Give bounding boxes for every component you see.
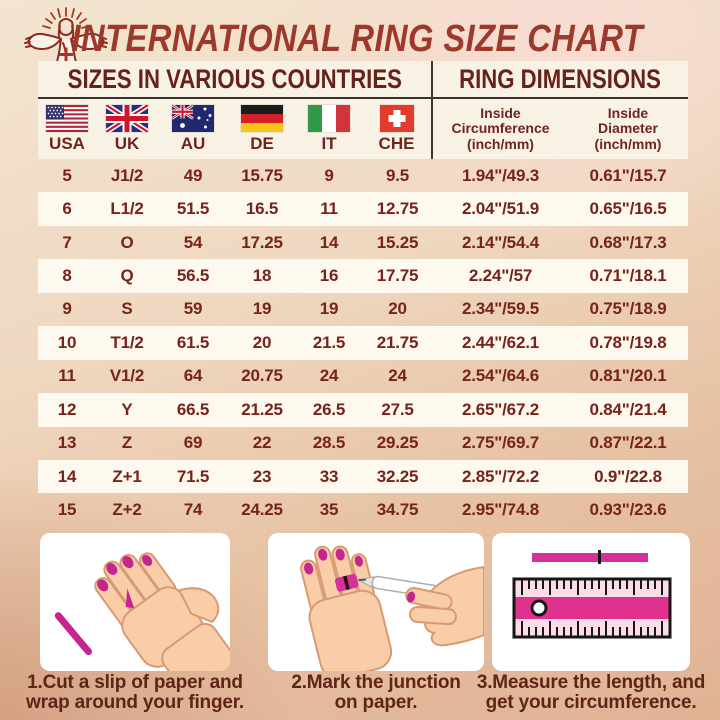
ruler-measuring-illustration	[492, 533, 690, 671]
step-3-caption	[474, 673, 708, 713]
cell-uk: T1/2	[110, 332, 144, 352]
cell-uk: V1/2	[109, 366, 145, 386]
header-line: Inside	[607, 104, 649, 121]
cell-che: 12.75	[376, 199, 419, 219]
cell-au: 74	[183, 500, 203, 520]
country-code-label: IT	[321, 134, 337, 153]
cell-it: 24	[319, 366, 339, 386]
cell-circumference: 2.95"/74.8	[462, 500, 539, 520]
cell-au: 69	[183, 433, 203, 453]
cell-uk: Z+1	[112, 466, 142, 486]
cell-au: 56.5	[176, 266, 210, 286]
header-line: Inside	[480, 104, 521, 121]
cell-che: 17.75	[376, 266, 419, 286]
cell-diameter: 0.65"/16.5	[589, 199, 667, 219]
cell-de: 22	[252, 433, 272, 453]
cell-circumference: 2.54"/64.6	[462, 366, 539, 386]
cell-it: 35	[319, 500, 339, 520]
cell-de: 18	[252, 266, 272, 286]
cell-it: 11	[320, 199, 338, 219]
cell-circumference: 2.85"/72.2	[462, 466, 539, 486]
step-1-caption	[20, 673, 250, 713]
header-line: (inch/mm)	[467, 135, 534, 152]
cell-diameter: 0.75"/18.9	[589, 299, 667, 319]
step-2-caption	[256, 673, 496, 713]
cell-it: 21.5	[312, 332, 346, 352]
cell-diameter: 0.61"/15.7	[589, 165, 667, 185]
switzerland-flag-icon	[380, 105, 414, 132]
country-code-label: DE	[250, 134, 274, 153]
cell-che: 24	[388, 366, 407, 386]
table-row	[38, 159, 688, 192]
column-header-band	[38, 99, 688, 159]
cell-de: 24.25	[241, 500, 283, 520]
cell-au: 54	[183, 232, 203, 252]
cell-circumference: 2.65"/67.2	[462, 399, 539, 419]
country-code-label: USA	[49, 134, 85, 153]
cell-it: 14	[319, 232, 339, 252]
country-code-label: UK	[114, 134, 140, 153]
cell-circumference: 2.24"/57	[468, 266, 533, 286]
column-header-de	[228, 99, 296, 159]
country-code-label: AU	[180, 134, 206, 153]
cell-circumference: 2.75"/69.7	[462, 433, 539, 453]
cell-au: 59	[183, 299, 203, 319]
cell-che: 15.25	[376, 232, 419, 252]
cell-uk: O	[120, 232, 134, 252]
cell-diameter: 0.87"/22.1	[589, 433, 667, 453]
cell-circumference: 2.44"/62.1	[462, 332, 539, 352]
cell-circumference: 2.34"/59.5	[462, 299, 539, 319]
australia-flag-icon	[172, 105, 214, 132]
column-header-diameter	[568, 99, 688, 159]
table-row	[38, 460, 688, 493]
cell-usa: 10	[57, 332, 77, 352]
cell-uk: S	[121, 299, 133, 319]
section-header-sizes	[38, 61, 433, 97]
table-row	[38, 259, 688, 292]
table-rows	[38, 159, 688, 527]
usa-flag-icon	[46, 105, 88, 132]
table-row	[38, 326, 688, 359]
germany-flag-icon	[241, 105, 283, 132]
cell-au: 51.5	[176, 199, 210, 219]
cell-che: 29.25	[376, 433, 419, 453]
ring-size-table	[38, 61, 688, 527]
table-row	[38, 226, 688, 259]
cell-diameter: 0.81"/20.1	[589, 366, 667, 386]
cell-de: 21.25	[241, 399, 283, 419]
cell-diameter: 0.93"/23.6	[589, 500, 667, 520]
cell-it: 26.5	[312, 399, 346, 419]
table-row	[38, 192, 688, 225]
caption-line: 2.Mark the junction	[291, 672, 461, 693]
cell-usa: 14	[57, 466, 77, 486]
cell-de: 20.75	[241, 366, 283, 386]
pen-marking-paper-illustration	[268, 533, 484, 671]
column-header-it	[296, 99, 362, 159]
cell-de: 15.75	[241, 165, 283, 185]
cell-circumference: 2.04"/51.9	[462, 199, 539, 219]
step-1-card	[40, 533, 230, 671]
cell-diameter: 0.68"/17.3	[589, 232, 667, 252]
cell-usa: 13	[57, 433, 77, 453]
cell-de: 19	[252, 299, 272, 319]
column-header-che	[362, 99, 433, 159]
cell-de: 20	[252, 332, 272, 352]
cell-diameter: 0.9"/22.8	[594, 466, 662, 486]
header-line: Circumference	[451, 120, 550, 137]
cell-au: 66.5	[176, 399, 210, 419]
cell-usa: 8	[62, 266, 72, 286]
cell-che: 9.5	[385, 165, 410, 185]
section-header-band	[38, 61, 688, 99]
cell-uk: L1/2	[110, 199, 144, 219]
cell-che: 32.25	[376, 466, 419, 486]
table-row	[38, 393, 688, 426]
cell-au: 64	[183, 366, 203, 386]
cell-it: 33	[319, 466, 339, 486]
step-2-card	[268, 533, 484, 671]
cell-che: 20	[388, 299, 407, 319]
uk-flag-icon	[106, 105, 148, 132]
cell-de: 23	[252, 466, 272, 486]
cell-uk: Q	[120, 266, 134, 286]
cell-usa: 9	[62, 299, 72, 319]
cell-au: 49	[183, 165, 203, 185]
column-header-uk	[96, 99, 158, 159]
caption-line: 3.Measure the length, and	[476, 672, 706, 693]
table-row	[38, 293, 688, 326]
page-title	[0, 18, 714, 61]
caption-line: wrap around your finger.	[26, 692, 244, 713]
table-row	[38, 427, 688, 460]
cell-che: 21.75	[376, 332, 419, 352]
caption-line: on paper.	[334, 692, 418, 713]
italy-flag-icon	[308, 105, 350, 132]
header-line: (inch/mm)	[594, 135, 662, 152]
table-row	[38, 360, 688, 393]
cell-circumference: 1.94"/49.3	[462, 165, 539, 185]
cell-uk: Z	[121, 433, 133, 453]
cell-au: 71.5	[176, 466, 210, 486]
cell-usa: 6	[62, 199, 72, 219]
section-header-sizes-text: SIZES IN VARIOUS COUNTRIES	[67, 63, 402, 94]
column-header-au	[158, 99, 228, 159]
cell-che: 27.5	[381, 399, 414, 419]
cell-usa: 15	[57, 500, 77, 520]
country-code-label: CHE	[378, 134, 415, 153]
cell-che: 34.75	[376, 500, 419, 520]
caption-line: 1.Cut a slip of paper and	[27, 672, 243, 693]
cell-diameter: 0.84"/21.4	[589, 399, 667, 419]
cell-it: 19	[319, 299, 339, 319]
hand-with-paper-strip-illustration	[40, 533, 230, 671]
cell-de: 16.5	[245, 199, 279, 219]
cell-de: 17.25	[241, 232, 283, 252]
header-line: Diameter	[598, 120, 658, 137]
cell-usa: 5	[62, 165, 72, 185]
section-header-dimensions-text: RING DIMENSIONS	[459, 63, 662, 94]
cell-usa: 7	[62, 232, 72, 252]
section-header-dimensions	[433, 61, 688, 97]
cell-usa: 11	[58, 366, 76, 386]
cell-uk: Y	[121, 399, 133, 419]
caption-line: get your circumference.	[485, 692, 697, 713]
step-3-card	[492, 533, 690, 671]
cell-au: 61.5	[176, 332, 210, 352]
cell-it: 16	[319, 266, 339, 286]
cell-uk: Z+2	[112, 500, 142, 520]
column-header-circumference	[433, 99, 568, 159]
cell-diameter: 0.71"/18.1	[589, 266, 667, 286]
cell-uk: J1/2	[110, 165, 144, 185]
table-row	[38, 493, 688, 526]
cell-usa: 12	[57, 399, 77, 419]
column-header-usa	[38, 99, 96, 159]
cell-it: 9	[324, 165, 334, 185]
cell-it: 28.5	[312, 433, 346, 453]
cell-diameter: 0.78"/19.8	[589, 332, 667, 352]
cell-circumference: 2.14"/54.4	[462, 232, 539, 252]
page-title-text: INTERNATIONAL RING SIZE CHART	[71, 18, 643, 60]
